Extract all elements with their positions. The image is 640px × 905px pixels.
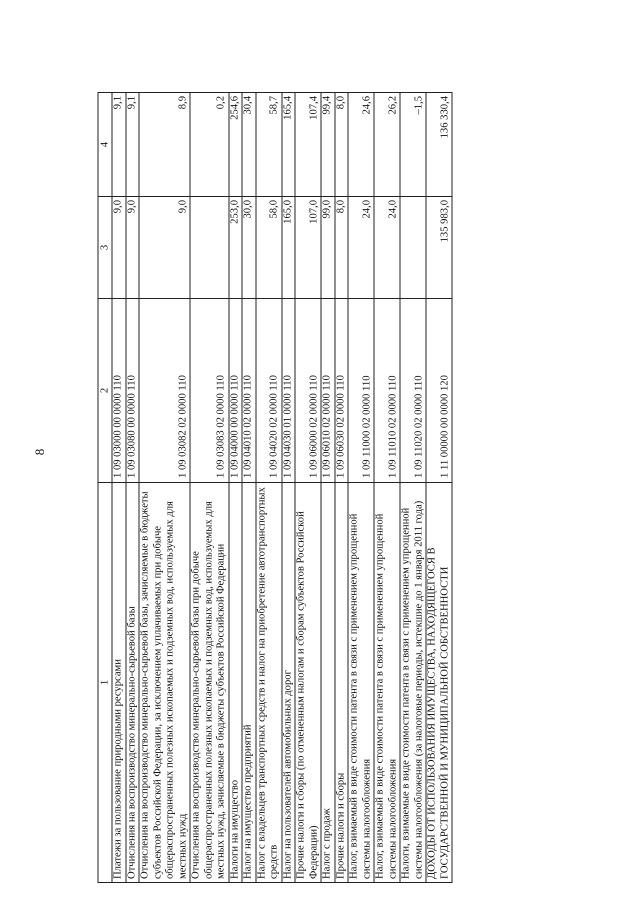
row-code-cell: 1 09 06000 02 0000 110 bbox=[295, 299, 321, 483]
row-value-3-cell: 58,0 bbox=[256, 197, 282, 299]
row-code-cell: 1 09 03082 02 0000 110 bbox=[139, 299, 190, 483]
row-code-cell: 1 09 04000 00 0000 110 bbox=[229, 299, 243, 483]
row-name-cell: Отчисления на воспроизводство минерально-сырьевой базы, зачисляемые в бюджеты субъектов Российской Федерации, за исключением уплачиваемых при добыче общераспространенных полезных ископаемых и подземных вод, используемых для местных нужд bbox=[139, 483, 190, 883]
table-row bbox=[374, 93, 400, 883]
row-name-cell: Отчисления на воспроизводство минерально-сырьевой базы bbox=[126, 483, 140, 883]
row-name-cell: ДОХОДЫ ОТ ИСПОЛЬЗОВАНИЯ ИМУЩЕСТВА, НАХОДЯЩЕГОСЯ В ГОСУДАРСТВЕННОЙ И МУНИЦИПАЛЬНОЙ СОБСТВЕННОСТИ bbox=[426, 483, 452, 883]
row-value-4-cell: 254,6 bbox=[229, 93, 243, 197]
column-header-1: 1 bbox=[98, 483, 112, 883]
row-value-4-cell: –1,5 bbox=[400, 93, 426, 197]
table-row bbox=[256, 93, 282, 883]
row-value-3-cell bbox=[190, 197, 229, 299]
row-value-3-cell: 165,0 bbox=[282, 197, 296, 299]
row-name-cell: Отчисления на воспроизводство минерально-сырьевой базы при добыче общераспространенных полезных ископаемых и подземных вод, используемых для местных нужд, зачисляемые в бюджеты субъектов Российской Федерации bbox=[190, 483, 229, 883]
row-code-cell: 1 09 04010 02 0000 110 bbox=[242, 299, 256, 483]
row-value-3-cell: 135 983,0 bbox=[426, 197, 452, 299]
row-value-4-cell: 136 330,4 bbox=[426, 93, 452, 197]
row-code-cell: 1 09 03080 00 0000 110 bbox=[126, 299, 140, 483]
row-value-4-cell: 165,4 bbox=[282, 93, 296, 197]
table-row bbox=[242, 93, 256, 883]
row-value-4-cell: 58,7 bbox=[256, 93, 282, 197]
row-name-cell: Налоги, взимаемые в виде стоимости патента в связи с применением упрощенной системы налогообложения (за налоговые периоды, истекшие до 1 января 2011 года) bbox=[400, 483, 426, 883]
table-row bbox=[426, 93, 452, 883]
row-value-3-cell: 24,0 bbox=[374, 197, 400, 299]
row-code-cell: 1 09 03083 02 0000 110 bbox=[190, 299, 229, 483]
row-value-3-cell: 9,0 bbox=[139, 197, 190, 299]
row-value-4-cell: 0,2 bbox=[190, 93, 229, 197]
row-code-cell: 1 09 11020 02 0000 110 bbox=[400, 299, 426, 483]
row-name-cell: Налог, взимаемый в виде стоимости патента в связи с применением упрощенной системы налогообложения bbox=[374, 483, 400, 883]
table-row bbox=[112, 93, 126, 883]
row-value-3-cell: 9,0 bbox=[126, 197, 140, 299]
table-header-row bbox=[98, 93, 112, 883]
table-body bbox=[112, 93, 452, 883]
row-value-3-cell: 9,0 bbox=[112, 197, 126, 299]
row-value-4-cell: 99,4 bbox=[321, 93, 335, 197]
row-name-cell: Налог на имущество предприятий bbox=[242, 483, 256, 883]
row-value-3-cell: 8,0 bbox=[335, 197, 349, 299]
row-code-cell: 1 09 04030 01 0000 110 bbox=[282, 299, 296, 483]
row-name-cell: Платежи за пользование природными ресурсами bbox=[112, 483, 126, 883]
row-name-cell: Прочие налоги и сборы bbox=[335, 483, 349, 883]
table-row bbox=[335, 93, 349, 883]
table-row bbox=[295, 93, 321, 883]
row-value-3-cell: 253,0 bbox=[229, 197, 243, 299]
row-value-4-cell: 8,9 bbox=[139, 93, 190, 197]
table-row bbox=[400, 93, 426, 883]
page-number: 8 bbox=[32, 448, 47, 456]
row-value-4-cell: 107,4 bbox=[295, 93, 321, 197]
row-name-cell: Налог с продаж bbox=[321, 483, 335, 883]
column-header-3: 3 bbox=[98, 197, 112, 299]
row-value-4-cell: 26,2 bbox=[374, 93, 400, 197]
row-value-4-cell: 9,1 bbox=[126, 93, 140, 197]
table-row bbox=[139, 93, 190, 883]
row-name-cell: Налог на пользователей автомобильных дорог bbox=[282, 483, 296, 883]
row-code-cell: 1 11 00000 00 0000 120 bbox=[426, 299, 452, 483]
row-name-cell: Налог, взимаемый в виде стоимости патента в связи с применением упрощенной системы налогообложения bbox=[348, 483, 374, 883]
row-name-cell: Налог с владельцев транспортных средств и налог на приобретение автотранспортных средств bbox=[256, 483, 282, 883]
table-row bbox=[190, 93, 229, 883]
row-code-cell: 1 09 03000 00 0000 110 bbox=[112, 299, 126, 483]
table-row bbox=[321, 93, 335, 883]
budget-table-sheet bbox=[98, 93, 543, 883]
row-code-cell: 1 09 06010 02 0000 110 bbox=[321, 299, 335, 483]
table-row bbox=[348, 93, 374, 883]
row-value-3-cell: 24,0 bbox=[348, 197, 374, 299]
row-code-cell: 1 09 11010 02 0000 110 bbox=[374, 299, 400, 483]
row-value-3-cell: 107,0 bbox=[295, 197, 321, 299]
row-value-4-cell: 8,0 bbox=[335, 93, 349, 197]
column-header-2: 2 bbox=[98, 299, 112, 483]
budget-table bbox=[98, 92, 453, 883]
row-name-cell: Прочие налоги и сборы (по отмененным налогам и сборам субъектов Российской Федерации) bbox=[295, 483, 321, 883]
table-row bbox=[126, 93, 140, 883]
row-value-4-cell: 24,6 bbox=[348, 93, 374, 197]
row-value-3-cell: 99,0 bbox=[321, 197, 335, 299]
table-row bbox=[229, 93, 243, 883]
row-name-cell: Налоги на имущество bbox=[229, 483, 243, 883]
row-code-cell: 1 09 06030 02 0000 110 bbox=[335, 299, 349, 483]
row-value-3-cell: 30,0 bbox=[242, 197, 256, 299]
column-header-4: 4 bbox=[98, 93, 112, 197]
row-value-3-cell bbox=[400, 197, 426, 299]
row-value-4-cell: 9,1 bbox=[112, 93, 126, 197]
row-code-cell: 1 09 04020 02 0000 110 bbox=[256, 299, 282, 483]
row-code-cell: 1 09 11000 02 0000 110 bbox=[348, 299, 374, 483]
table-row bbox=[282, 93, 296, 883]
row-value-4-cell: 30,4 bbox=[242, 93, 256, 197]
